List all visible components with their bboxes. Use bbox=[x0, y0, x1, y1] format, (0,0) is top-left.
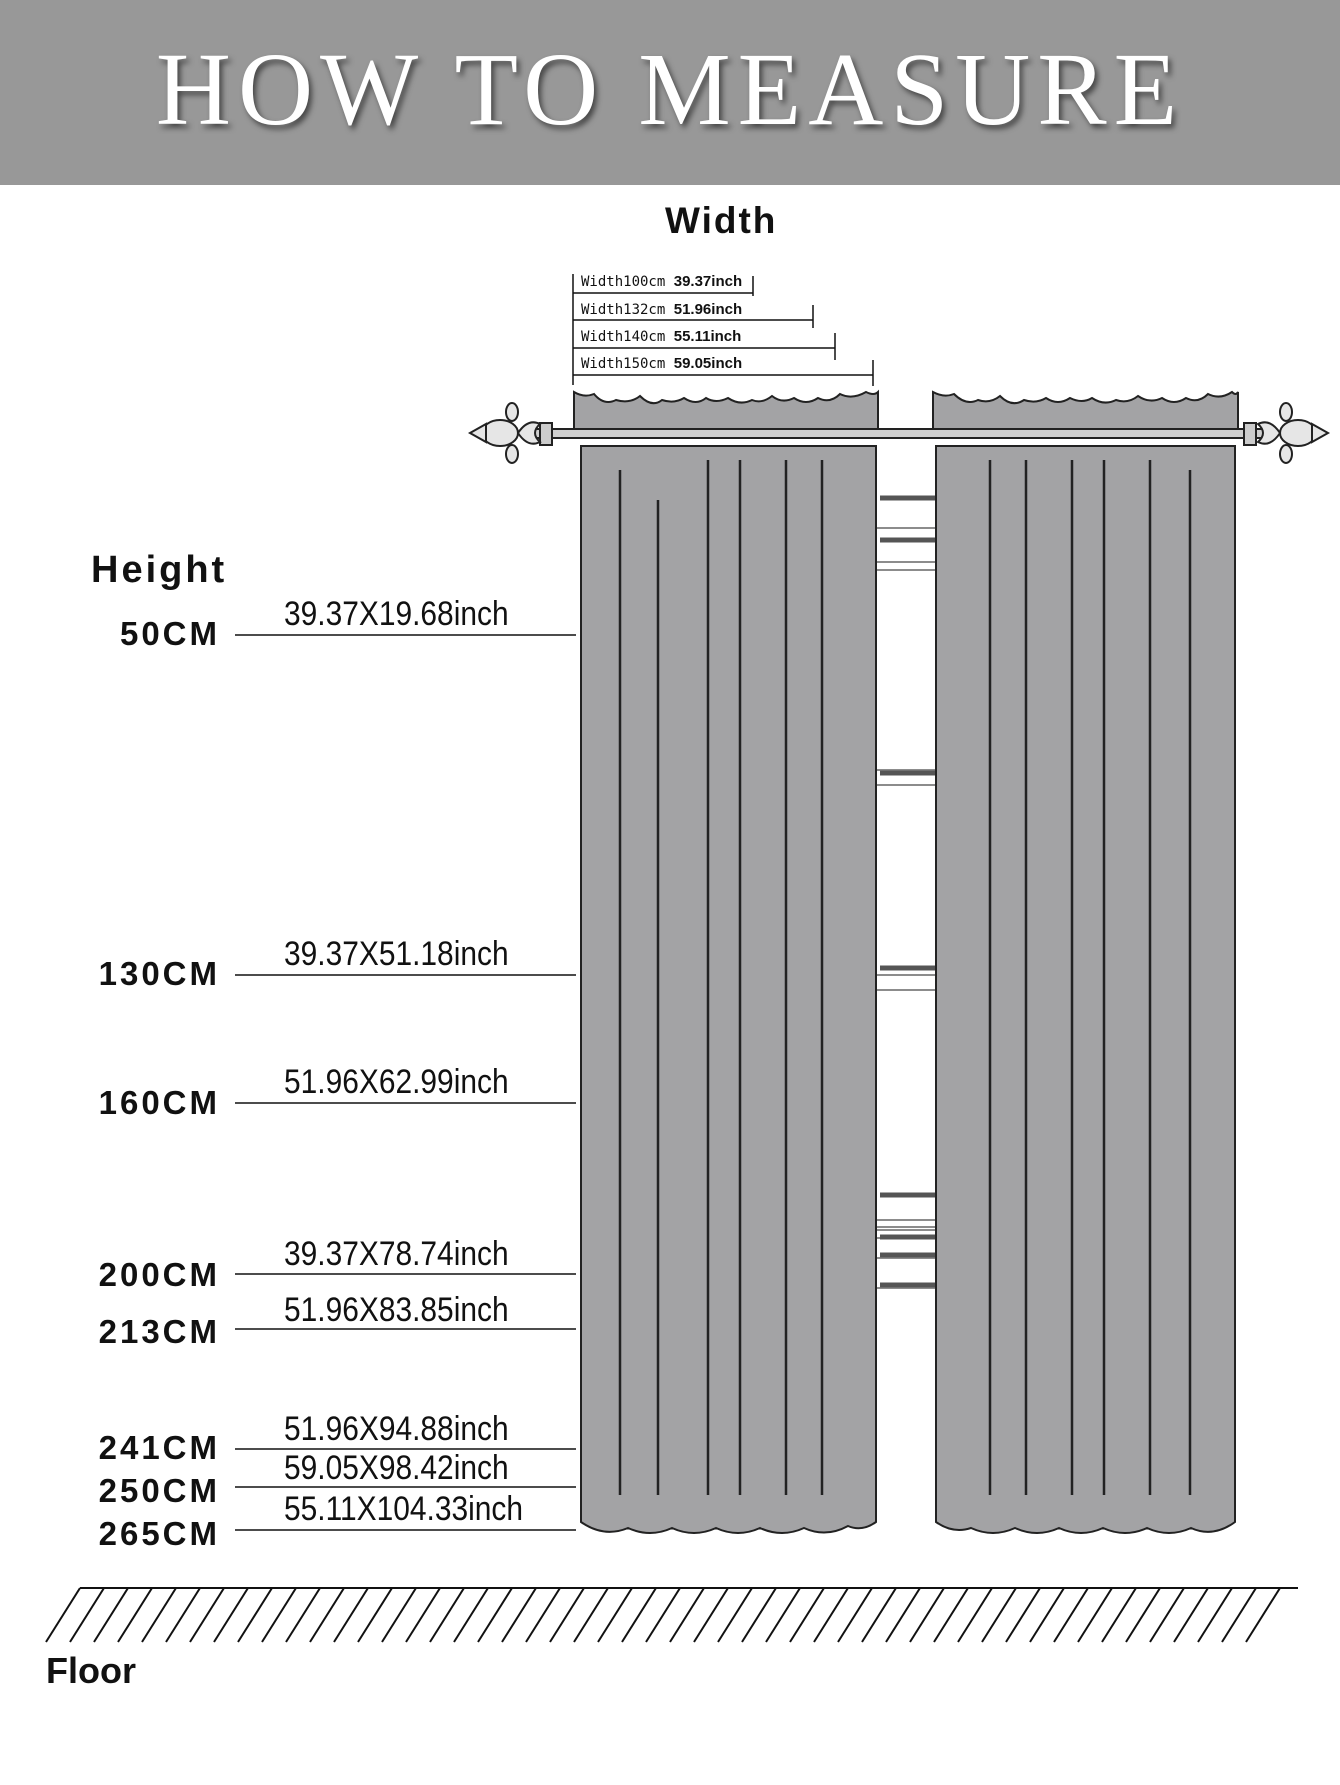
height-option-size: 51.96X94.88inch bbox=[284, 1410, 509, 1448]
width-option-cm: Width100cm bbox=[581, 274, 666, 290]
floor-hatching bbox=[46, 1588, 1298, 1642]
right-finial-icon bbox=[1258, 403, 1328, 463]
window-gap-lines bbox=[880, 498, 935, 1285]
width-option bbox=[581, 273, 742, 290]
width-option-cm: Width150cm bbox=[581, 356, 666, 372]
height-option-size: 39.37X78.74inch bbox=[284, 1235, 509, 1273]
left-curtain bbox=[574, 392, 878, 1533]
height-option-cm: 50CM bbox=[119, 615, 220, 652]
right-curtain bbox=[933, 392, 1238, 1533]
height-option-cm: 241CM bbox=[98, 1429, 220, 1466]
height-option-size: 51.96X83.85inch bbox=[284, 1291, 509, 1329]
width-option bbox=[581, 328, 741, 345]
height-option-cm: 213CM bbox=[98, 1313, 220, 1350]
page-title: HOW TO MEASURE bbox=[155, 32, 1185, 147]
height-label: Height bbox=[91, 549, 228, 591]
width-option-cm: Width140cm bbox=[581, 329, 666, 345]
height-option-size: 39.37X51.18inch bbox=[284, 935, 509, 973]
width-option-cm: Width132cm bbox=[581, 302, 666, 318]
height-option-cm: 265CM bbox=[98, 1515, 220, 1552]
width-label: Width bbox=[665, 200, 778, 241]
width-option bbox=[581, 301, 742, 318]
height-option-size: 51.96X62.99inch bbox=[284, 1063, 509, 1101]
height-option-cm: 130CM bbox=[98, 955, 220, 992]
height-option-size: 39.37X19.68inch bbox=[284, 595, 509, 633]
width-option-inch: 59.05inch bbox=[673, 355, 743, 372]
width-option bbox=[581, 355, 742, 372]
width-option-inch: 55.11inch bbox=[673, 328, 742, 345]
width-option-inch: 39.37inch bbox=[673, 273, 743, 290]
width-option-inch: 51.96inch bbox=[673, 301, 743, 318]
height-option-cm: 250CM bbox=[98, 1472, 220, 1509]
height-option-cm: 160CM bbox=[98, 1084, 220, 1121]
height-option-size: 59.05X98.42inch bbox=[284, 1449, 509, 1487]
left-finial-icon bbox=[470, 403, 540, 463]
floor-label: Floor bbox=[46, 1650, 136, 1691]
height-option-size: 55.11X104.33inch bbox=[284, 1490, 524, 1528]
height-option-cm: 200CM bbox=[98, 1256, 220, 1293]
